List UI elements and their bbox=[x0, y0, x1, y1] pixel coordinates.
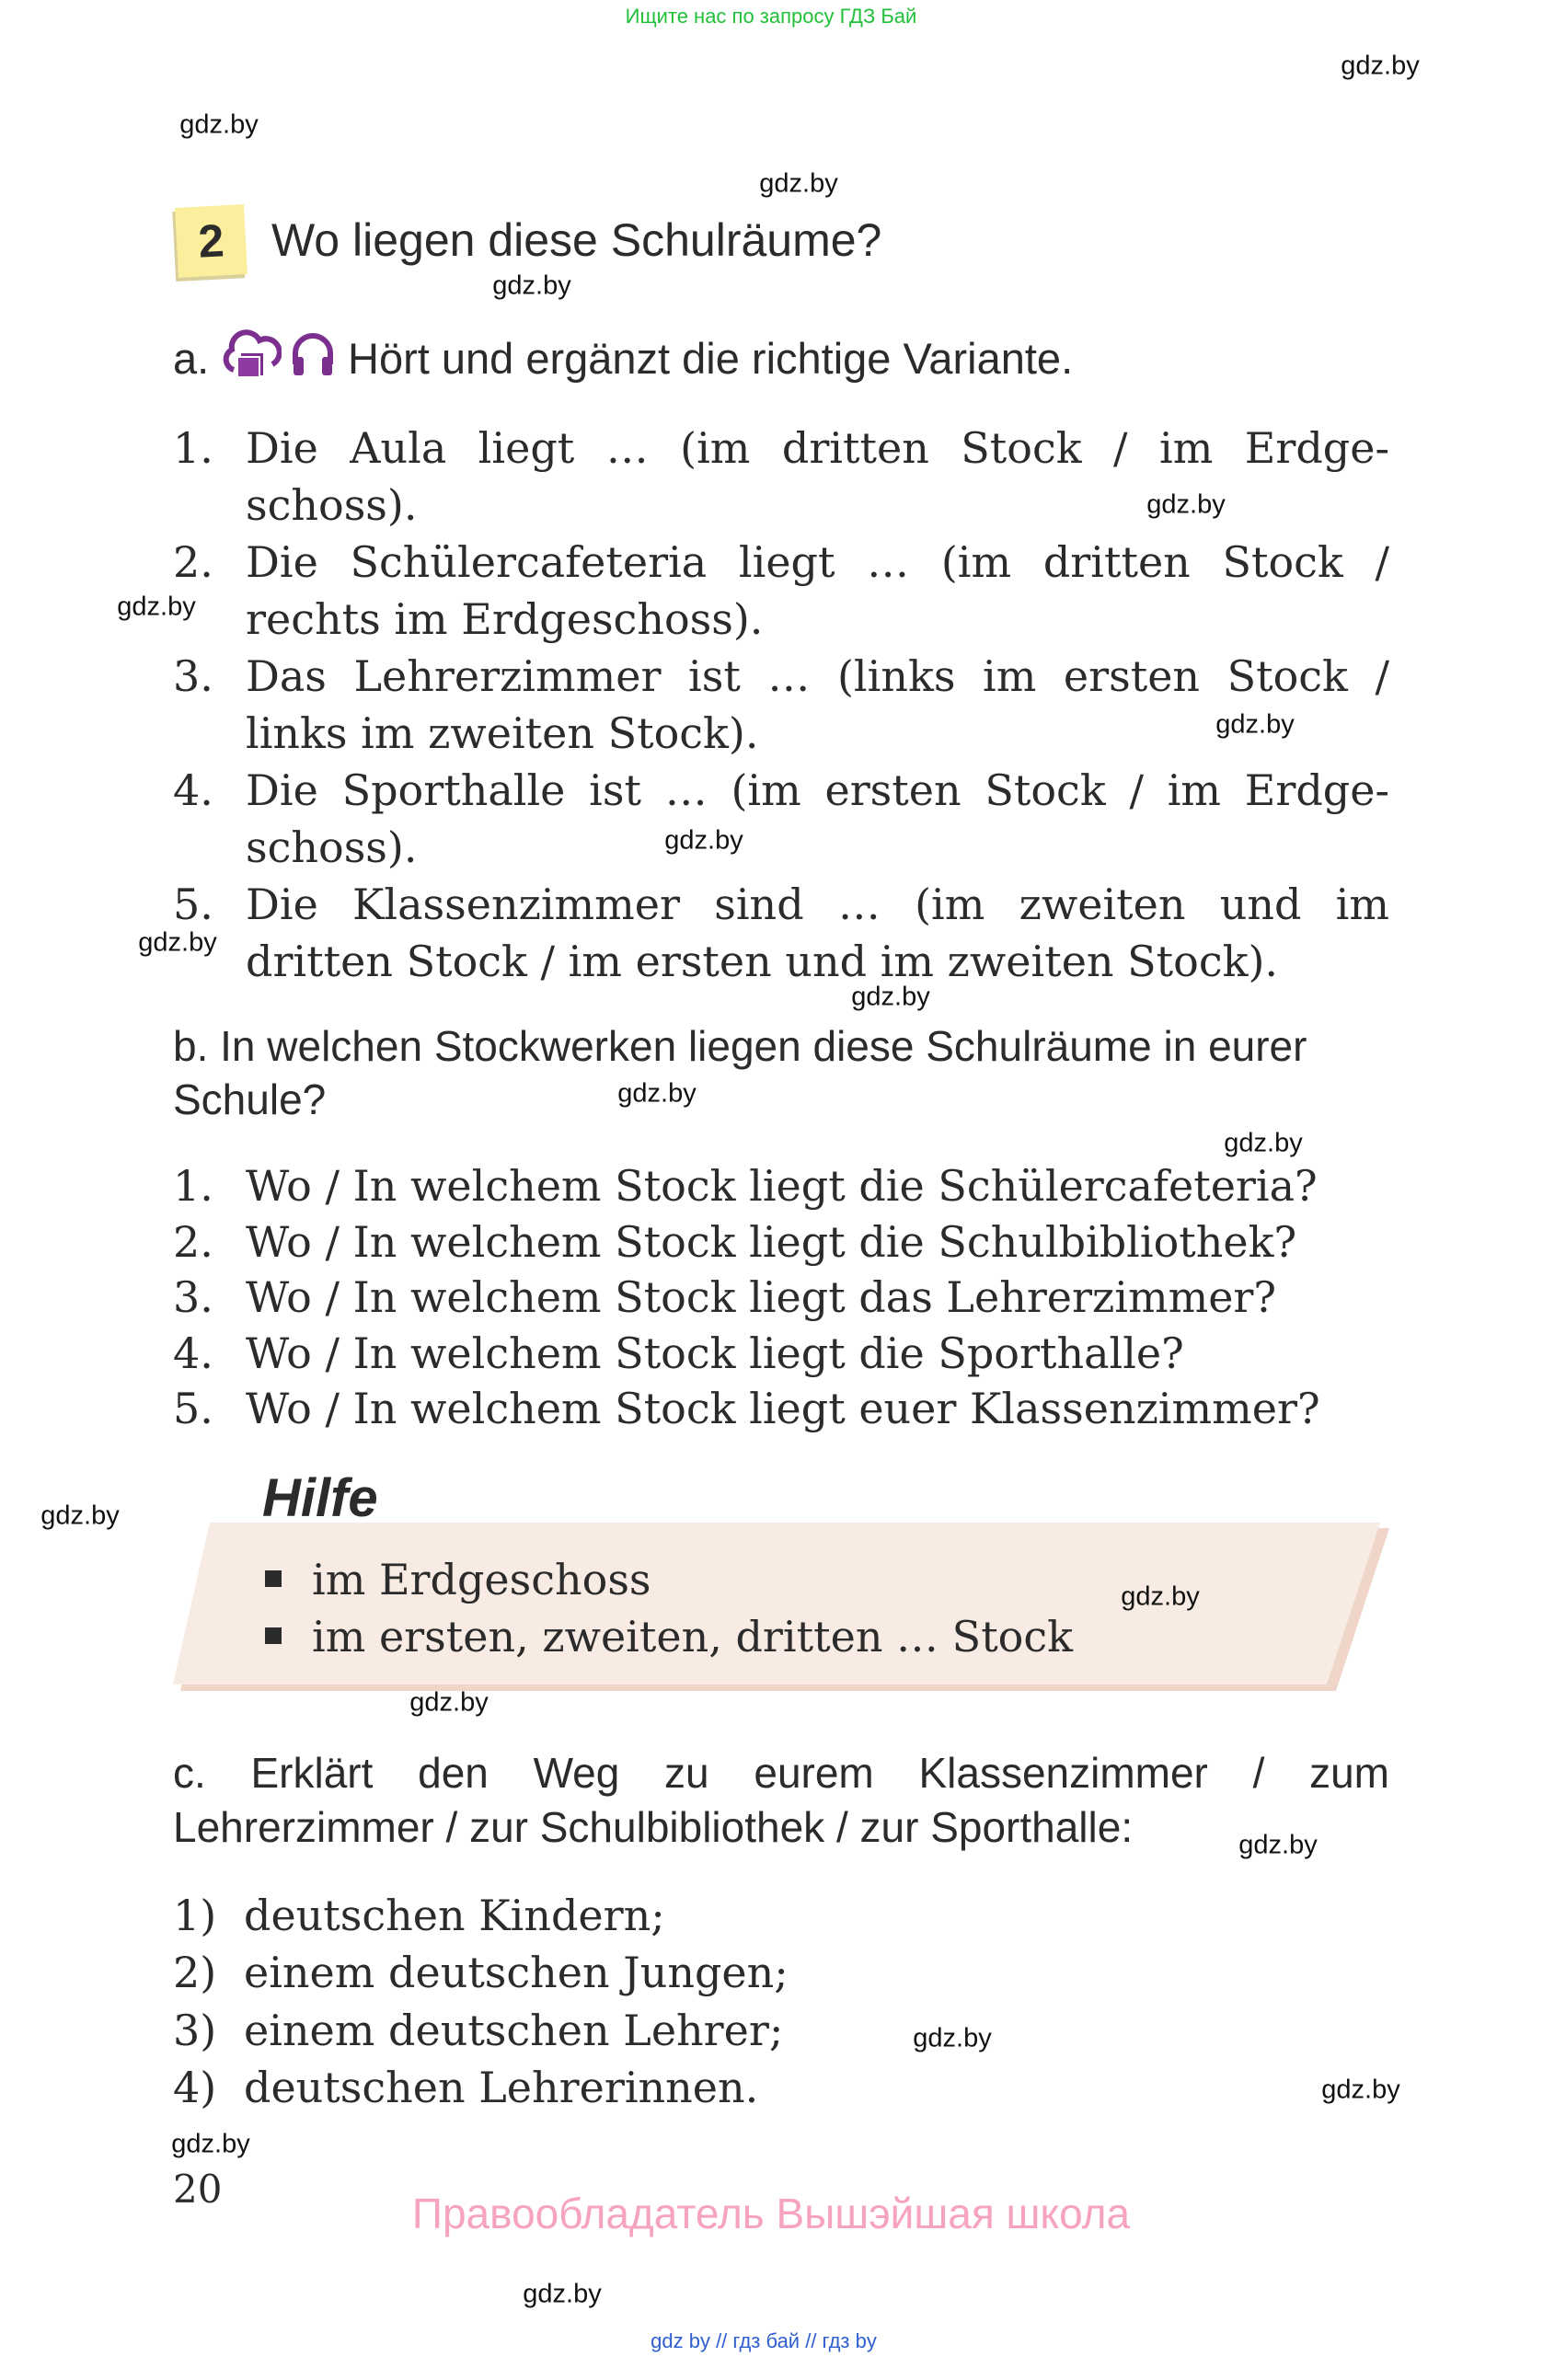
item-number: 2. bbox=[173, 537, 213, 587]
watermark: gdz.by bbox=[179, 109, 259, 140]
item-number bbox=[173, 708, 246, 758]
item-text: links im zweiten Stock). bbox=[246, 708, 759, 758]
item-number bbox=[173, 480, 246, 530]
part-b-heading-line1: b. In welchen Stockwerken liegen diese Schulräume in eurer bbox=[173, 1022, 1307, 1070]
watermark: gdz.by bbox=[1238, 1830, 1318, 1860]
question-item bbox=[173, 1272, 1389, 1322]
item-number: 1. bbox=[173, 423, 213, 473]
item-text: Die Klassenzimmer sind … (im zweiten und im bbox=[246, 880, 1389, 929]
item-text: dritten Stock / im ersten und im zweiten Stock). bbox=[246, 937, 1279, 986]
hilfe-box-background bbox=[173, 1523, 1389, 1691]
addressee-item bbox=[173, 1948, 1389, 1997]
item-text: Wo / In welchem Stock liegt die Schulbibliothek? bbox=[246, 1216, 1297, 1267]
item-number: 4) bbox=[173, 2062, 217, 2112]
item-text: Die Sporthalle ist … (im ersten Stock / im Erdge- bbox=[246, 765, 1389, 815]
item-number: 5. bbox=[173, 1384, 213, 1433]
addressee-item bbox=[173, 2063, 1389, 2112]
item-text: Das Lehrerzimmer ist … (links im ersten Stock / bbox=[246, 651, 1389, 701]
part-c-heading-text: c. Erklärt den Weg zu eurem Klassenzimmer / zum bbox=[173, 1749, 1389, 1797]
question-item bbox=[173, 1384, 1389, 1433]
item-number: 3. bbox=[173, 651, 213, 701]
cloud-folder-icon[interactable] bbox=[221, 328, 282, 379]
watermark: gdz.by bbox=[664, 825, 743, 856]
item-text: einem deutschen Jungen; bbox=[244, 1948, 789, 1998]
watermark: gdz.by bbox=[1321, 2075, 1400, 2105]
exercise-number: 2 bbox=[175, 204, 248, 278]
item-text: Wo / In welchem Stock liegt die Schülercafeteria? bbox=[246, 1161, 1318, 1211]
bullet-icon bbox=[265, 1570, 282, 1587]
bullet-icon bbox=[265, 1627, 282, 1644]
copyright-notice: Правообладатель Вышэйшая школа bbox=[411, 2190, 1131, 2237]
watermark: gdz.by bbox=[913, 2023, 992, 2053]
watermark: gdz.by bbox=[40, 1500, 120, 1531]
watermark: gdz.by bbox=[1224, 1128, 1303, 1158]
item-number: 5. bbox=[173, 880, 213, 929]
item-text: schoss). bbox=[246, 480, 418, 530]
exercise-item-line bbox=[173, 822, 1389, 872]
item-text: einem deutschen Lehrer; bbox=[244, 2005, 784, 2055]
search-hint: Ищите нас по запросу ГДЗ Бай bbox=[625, 5, 917, 28]
item-text: Die Aula liegt … (im dritten Stock / im Erdge- bbox=[246, 423, 1389, 473]
item-text: deutschen Kindern; bbox=[244, 1891, 665, 1940]
watermark: gdz.by bbox=[617, 1078, 697, 1109]
item-number: 4. bbox=[173, 1328, 213, 1378]
addressee-item bbox=[173, 1891, 1389, 1940]
item-number: 1) bbox=[173, 1891, 217, 1940]
item-text: rechts im Erdgeschoss). bbox=[246, 594, 764, 644]
part-c-heading-line1 bbox=[173, 1748, 1389, 1798]
watermark: gdz.by bbox=[759, 168, 838, 199]
item-number: 2) bbox=[173, 1948, 217, 1998]
item-number: 3) bbox=[173, 2005, 217, 2055]
footer-links[interactable]: gdz by // гдз бай // гдз by bbox=[651, 2329, 877, 2352]
item-number: 1. bbox=[173, 1161, 213, 1211]
part-c-heading-line2: Lehrerzimmer / zur Schulbibliothek / zur Sporthalle: bbox=[173, 1803, 1134, 1851]
exercise-item-line bbox=[173, 537, 1389, 587]
question-item bbox=[173, 1161, 1389, 1211]
addressee-item bbox=[173, 2006, 1389, 2055]
item-number: 4. bbox=[173, 765, 213, 815]
item-number: 2. bbox=[173, 1216, 213, 1267]
item-text: Die Schülercafeteria liegt … (im dritten Stock / bbox=[246, 537, 1389, 587]
headphones-icon[interactable] bbox=[290, 329, 336, 377]
item-text: deutschen Lehrerinnen. bbox=[244, 2062, 759, 2112]
watermark: gdz.by bbox=[523, 2279, 602, 2309]
watermark: gdz.by bbox=[1341, 51, 1420, 81]
part-b-heading-line2: Schule? bbox=[173, 1075, 327, 1123]
hilfe-item: im Erdgeschoss bbox=[312, 1555, 651, 1604]
watermark: gdz.by bbox=[1146, 489, 1226, 520]
hilfe-title: Hilfe bbox=[262, 1468, 378, 1528]
exercise-title: Wo liegen diese Schulräume? bbox=[271, 214, 882, 266]
exercise-item-line bbox=[173, 651, 1389, 701]
part-a-label: a. bbox=[173, 334, 210, 383]
exercise-item-line bbox=[173, 423, 1389, 473]
page-number: 20 bbox=[173, 2167, 223, 2212]
watermark: gdz.by bbox=[1215, 709, 1295, 740]
item-number: 3. bbox=[173, 1272, 213, 1322]
watermark: gdz.by bbox=[171, 2129, 250, 2159]
hilfe-item: im ersten, zweiten, dritten … Stock bbox=[312, 1612, 1074, 1661]
part-a-instruction: Hört und ergänzt die richtige Variante. bbox=[348, 334, 1074, 383]
item-number bbox=[173, 822, 246, 872]
item-text: Wo / In welchem Stock liegt die Sporthalle? bbox=[246, 1328, 1184, 1378]
exercise-item-line bbox=[173, 880, 1389, 929]
watermark: gdz.by bbox=[409, 1687, 489, 1718]
question-item bbox=[173, 1328, 1389, 1378]
watermark: gdz.by bbox=[492, 270, 571, 301]
item-text: Wo / In welchem Stock liegt das Lehrerzimmer? bbox=[246, 1272, 1277, 1322]
exercise-item-line bbox=[173, 765, 1389, 815]
watermark: gdz.by bbox=[1121, 1581, 1200, 1612]
item-text: schoss). bbox=[246, 822, 418, 872]
watermark: gdz.by bbox=[138, 927, 217, 958]
exercise-item-line bbox=[173, 937, 1389, 986]
watermark: gdz.by bbox=[117, 592, 196, 622]
exercise-item-line bbox=[173, 594, 1389, 644]
exercise-item-line bbox=[173, 708, 1389, 758]
item-text: Wo / In welchem Stock liegt euer Klassenzimmer? bbox=[246, 1384, 1320, 1433]
watermark: gdz.by bbox=[851, 982, 930, 1012]
question-item bbox=[173, 1217, 1389, 1267]
